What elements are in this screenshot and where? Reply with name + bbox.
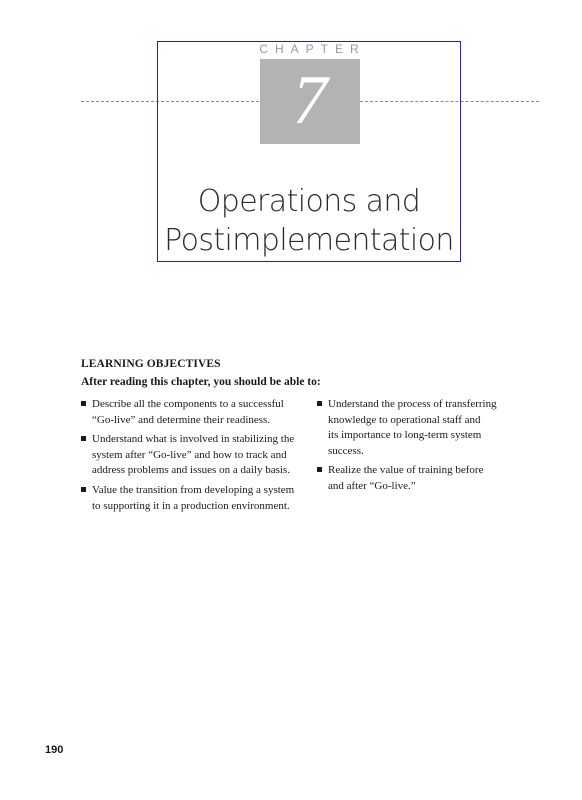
objective-line: Understand the process of transferring (328, 398, 497, 410)
objective-text (328, 397, 522, 459)
square-bullet-icon (317, 467, 322, 472)
objective-item (317, 463, 522, 494)
objective-line: to supporting it in a production environment. (92, 499, 290, 512)
objective-text (328, 463, 522, 494)
objective-line: system after “Go-live” and how to track and (92, 448, 287, 461)
objective-item (81, 483, 313, 514)
objective-line: Describe all the components to a successful (92, 398, 284, 410)
objective-line: its importance to long-term system (328, 429, 482, 442)
objective-line: address problems and issues on a daily basis. (92, 464, 290, 477)
square-bullet-icon (317, 401, 322, 406)
objective-text (92, 397, 313, 428)
chapter-title-line: Operations and (197, 184, 421, 219)
objectives-list-right (317, 397, 522, 499)
objective-item (81, 397, 313, 428)
chapter-label: CHAPTER (259, 42, 366, 56)
objective-line: success. (328, 444, 364, 457)
objective-item (81, 432, 313, 479)
learning-objectives-intro: After reading this chapter, you should be able to: (81, 376, 321, 388)
objectives-list-left (81, 397, 313, 518)
chapter-title-line: Postimplementation (164, 223, 454, 258)
page-number: 190 (45, 744, 64, 756)
square-bullet-icon (81, 436, 86, 441)
objective-line: “Go-live” and determine their readiness. (92, 413, 271, 426)
objective-text (92, 432, 313, 479)
chapter-number: 7 (292, 62, 328, 139)
chapter-number-box (260, 59, 360, 144)
objective-line: Realize the value of training before (328, 464, 484, 477)
objective-text (92, 483, 313, 514)
objective-line: Understand what is involved in stabilizing the (92, 433, 295, 446)
objective-line: and after “Go-live.” (328, 479, 416, 492)
chapter-title (140, 182, 478, 260)
square-bullet-icon (81, 487, 86, 492)
objective-line: Value the transition from developing a system (92, 483, 295, 496)
objective-item (317, 397, 522, 459)
square-bullet-icon (81, 401, 86, 406)
learning-objectives-heading: LEARNING OBJECTIVES (81, 358, 221, 370)
objective-line: knowledge to operational staff and (328, 413, 481, 426)
